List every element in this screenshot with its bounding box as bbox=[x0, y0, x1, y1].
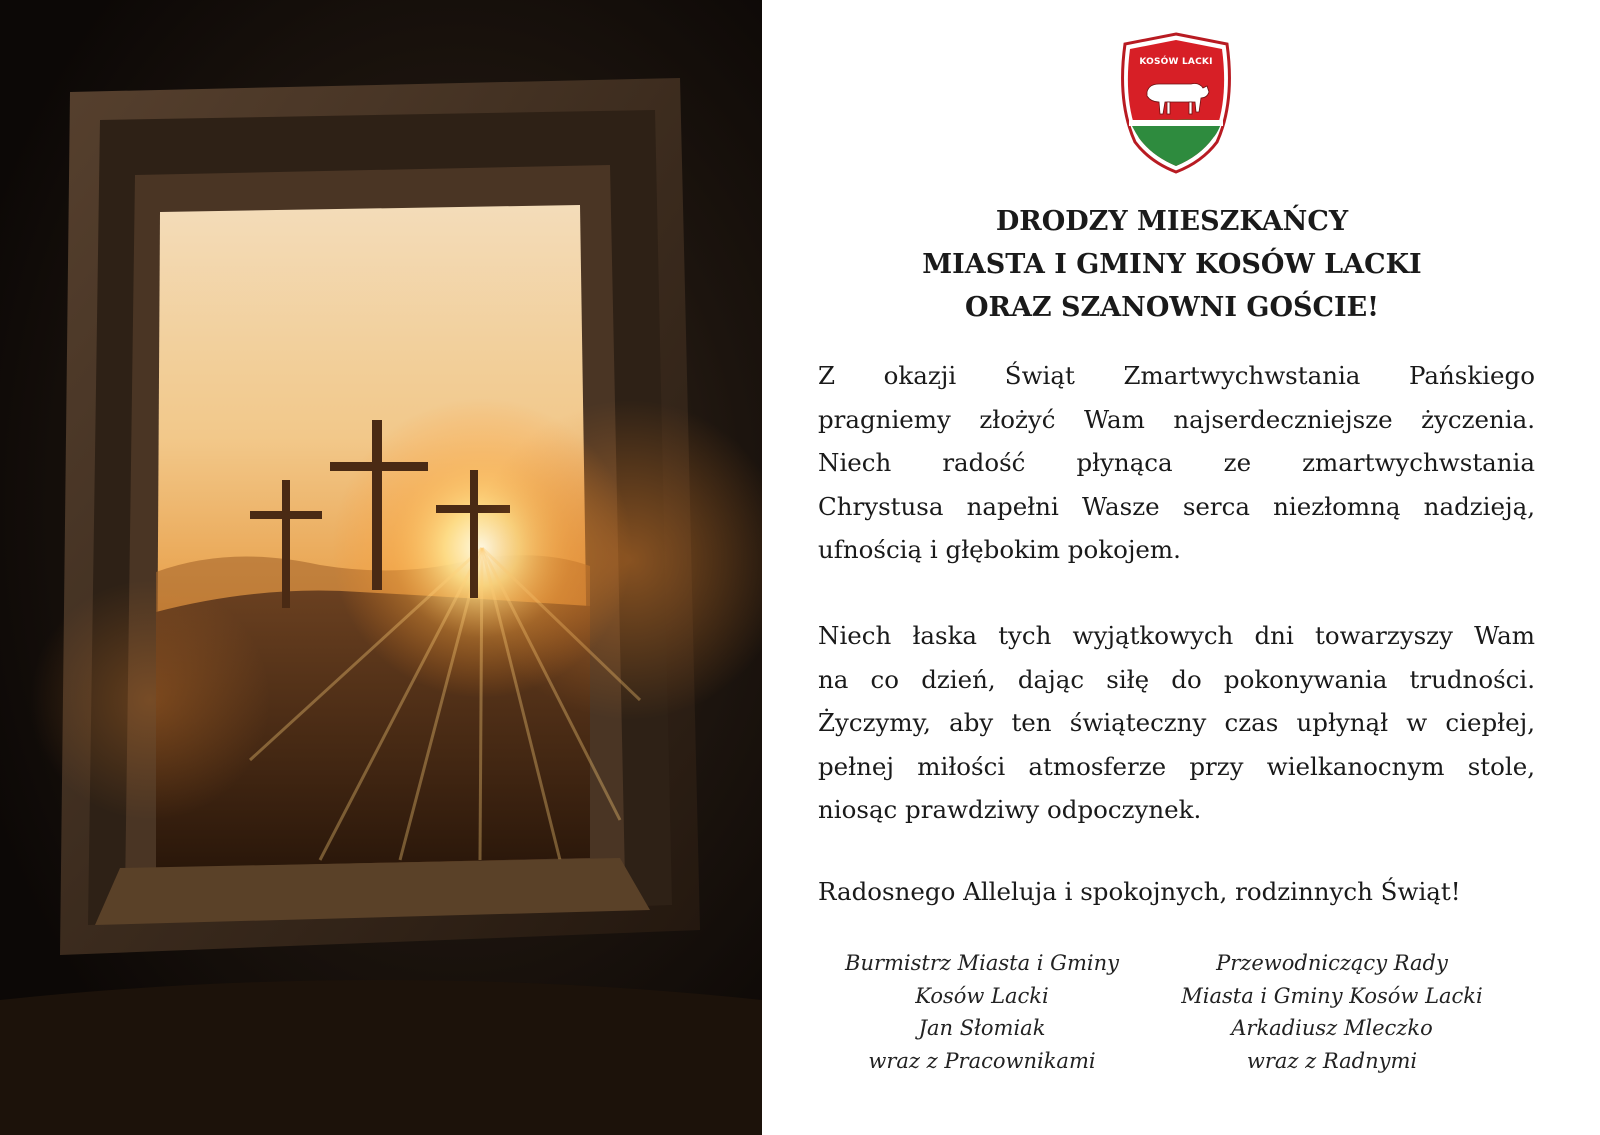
paragraph-line: na co dzień, dając siłę do pokonywania trudności. bbox=[818, 664, 1535, 694]
tomb-window-crosses-illustration bbox=[0, 0, 762, 1135]
signature-line: Przewodniczący Rady bbox=[1216, 951, 1448, 975]
signature-line: wraz z Radnymi bbox=[1246, 1048, 1418, 1073]
kosow-lacki-crest-logo bbox=[1117, 32, 1235, 174]
closing-wish bbox=[818, 870, 1535, 914]
paragraph-line: Życzymy, aby ten świąteczny czas upłynął w ciepłej, bbox=[818, 708, 1535, 737]
closing-wish-text: Radosnego Alleluja i spokojnych, rodzinnych Świąt! bbox=[818, 877, 1461, 906]
paragraph-line: pragniemy złożyć Wam najserdeczniejsze życzenia. bbox=[818, 404, 1535, 434]
greeting-heading bbox=[802, 200, 1542, 329]
signature-line: Burmistrz Miasta i Gminy bbox=[845, 951, 1119, 975]
signature-line: Kosów Lacki bbox=[915, 983, 1049, 1008]
paragraph-line: ufnością i głębokim pokojem. bbox=[818, 535, 1181, 564]
crest-text: KOSÓW LACKI bbox=[1139, 57, 1213, 67]
heading-line-3: ORAZ SZANOWNI GOŚCIE! bbox=[964, 292, 1380, 323]
paragraph-1 bbox=[818, 354, 1535, 572]
signature-line: Miasta i Gminy Kosów Lacki bbox=[1181, 983, 1483, 1008]
paragraph-line: Z okazji Świąt Zmartwychwstania Pańskiego bbox=[818, 361, 1535, 390]
signature-line: wraz z Pracownikami bbox=[868, 1048, 1096, 1073]
signature-line: Jan Słomiak bbox=[918, 1016, 1046, 1040]
paragraph-line: niosąc prawdziwy odpoczynek. bbox=[818, 795, 1202, 824]
greeting-panel bbox=[762, 0, 1600, 1135]
paragraph-2 bbox=[818, 614, 1535, 832]
signature-council-chair bbox=[1162, 947, 1502, 1077]
signature-mayor bbox=[822, 947, 1142, 1077]
heading-line-2: MIASTA I GMINY KOSÓW LACKI bbox=[922, 249, 1422, 280]
heading-line-1: DRODZY MIESZKAŃCY bbox=[995, 206, 1349, 237]
paragraph-line: pełnej miłości atmosferze przy wielkanocnym stole, bbox=[818, 751, 1535, 781]
signature-line: Arkadiusz Mleczko bbox=[1231, 1016, 1433, 1040]
easter-photo bbox=[0, 0, 762, 1135]
paragraph-line: Niech radość płynąca ze zmartwychwstania bbox=[818, 448, 1535, 477]
paragraph-line: Niech łaska tych wyjątkowych dni towarzyszy Wam bbox=[818, 621, 1535, 650]
paragraph-line: Chrystusa napełni Wasze serca niezłomną nadzieją, bbox=[818, 491, 1535, 521]
